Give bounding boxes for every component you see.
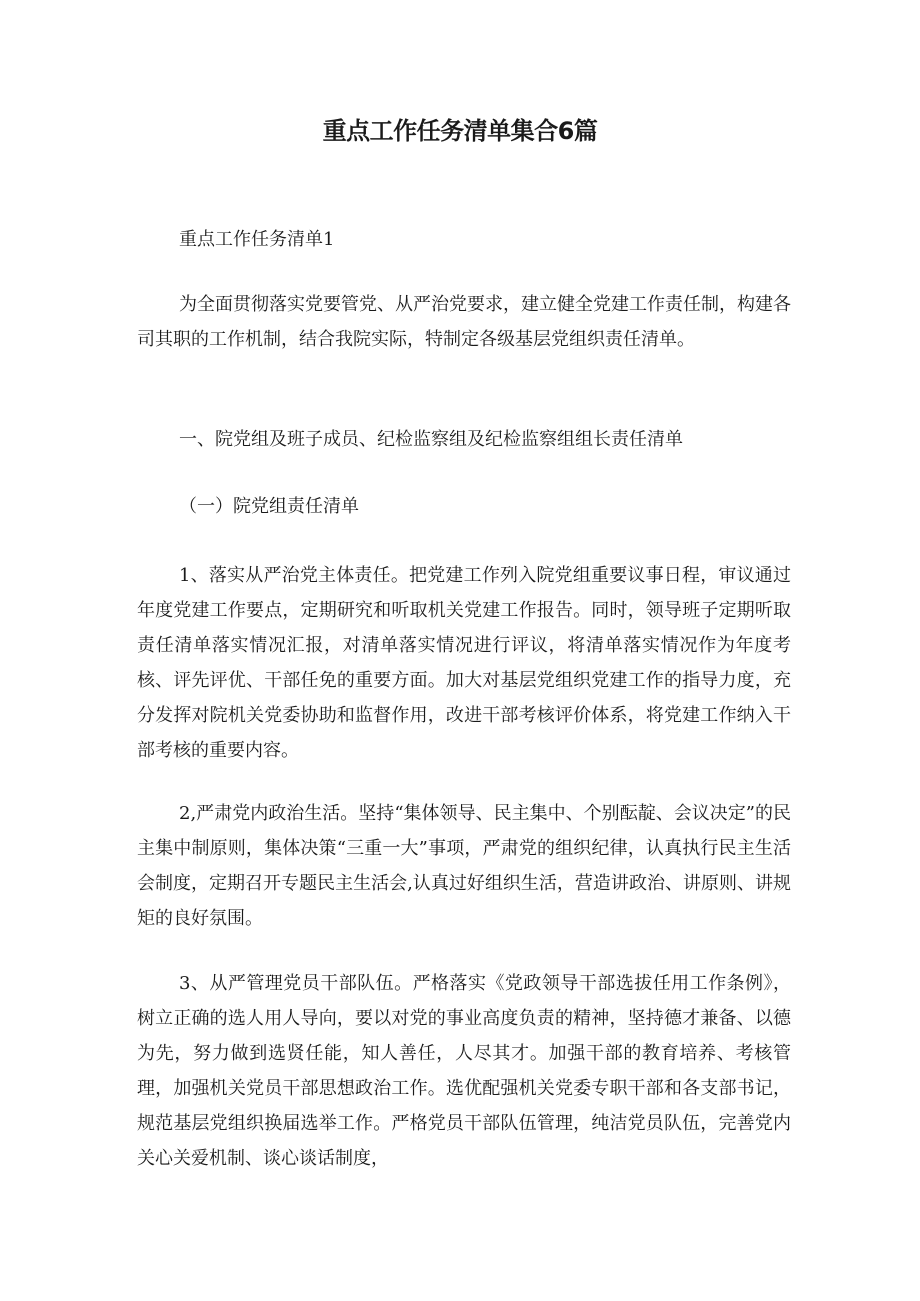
- intro-paragraph: 为全面贯彻落实党要管党、从严治党要求，建立健全党建工作责任制，构建各司其职的工作机制，结合我院实际，特制定各级基层党组织责任清单。: [137, 294, 791, 350]
- document-subtitle: 重点工作任务清单1: [179, 229, 335, 250]
- document-title: 重点工作任务清单集合6篇: [322, 117, 598, 145]
- section-heading: 一、院党组及班子成员、纪检监察组及纪检监察组组长责任清单: [179, 429, 683, 450]
- subsection-heading: （一）院党组责任清单: [179, 496, 359, 517]
- body-paragraph-2: 2,严肃党内政治生活。坚持“集体领导、民主集中、个别酝靛、会议决定”的民主集中制原则，集体决策“三重一大”事项，严肃党的组织纪律，认真执行民主生活会制度，定期召开专题民主生活会,认真过好组织生活，营造讲政治、讲原则、讲规矩的良好氛围。: [137, 803, 791, 929]
- body-paragraph-1: 1、落实从严治党主体责任。把党建工作列入院党组重要议事日程，审议通过年度党建工作要点，定期研究和听取机关党建工作报告。同时，领导班子定期听取责任清单落实情况汇报，对清单落实情况进行评议，将清单落实情况作为年度考核、评先评优、干部任免的重要方面。加大对基层党组织党建工作的指导力度，充分发挥对院机关党委协助和监督作用，改进干部考核评价体系，将党建工作纳入干部考核的重要内容。: [137, 565, 791, 761]
- body-paragraph-3: 3、从严管理党员干部队伍。严格落实《党政领导干部选拔任用工作条例》，树立正确的选人用人导向，要以对党的事业高度负责的精神，坚持德才兼备、以德为先，努力做到选贤任能，知人善任，人尽其才。加强干部的教育培养、考核管理，加强机关党员干部思想政治工作。选优配强机关党委专职干部和各支部书记，规范基层党组织换届选举工作。严格党员干部队伍管理，纯洁党员队伍，完善党内关心关爱机制、谈心谈话制度，: [137, 973, 791, 1169]
